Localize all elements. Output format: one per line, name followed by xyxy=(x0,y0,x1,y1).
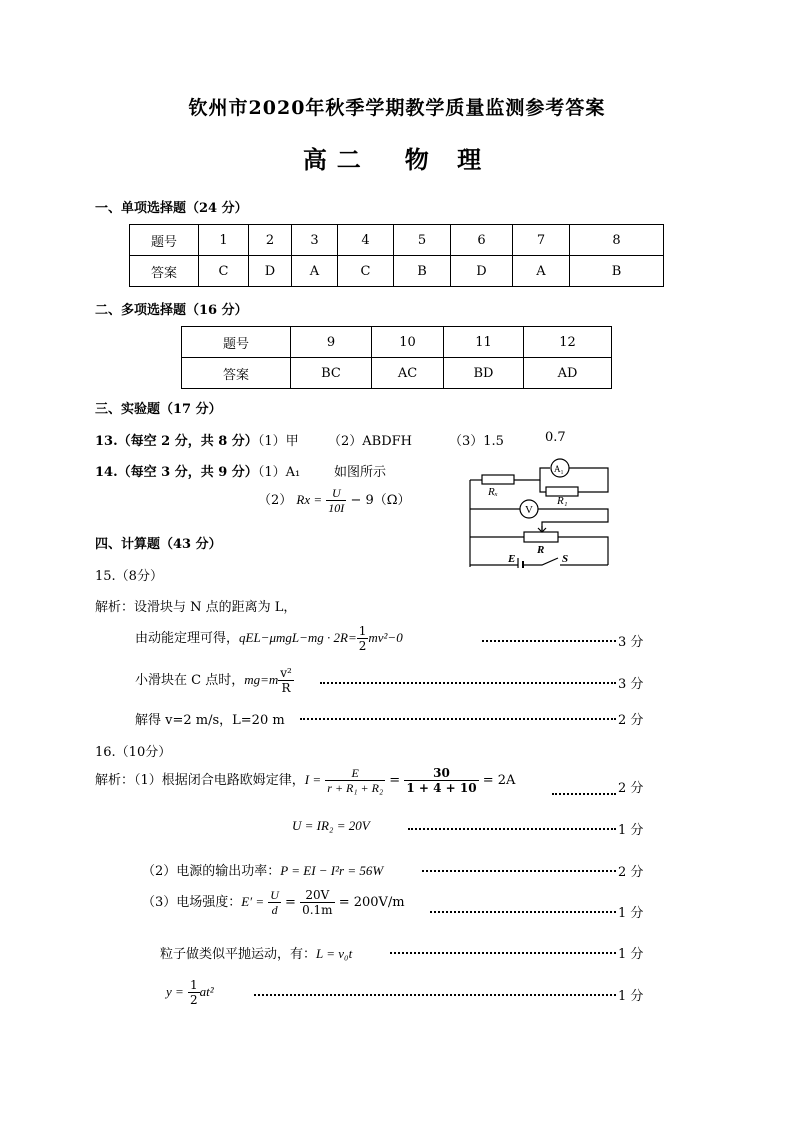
page-title: 钦州市2020年秋季学期教学质量监测参考答案 xyxy=(188,97,606,119)
q15-line-3: 解得 v=2 m/s，L=20 m xyxy=(135,713,285,728)
table-cell: C xyxy=(199,256,249,287)
q15-label: 15.（8分） xyxy=(95,569,163,584)
fraction-denominator: R xyxy=(281,681,291,695)
q16-analysis: 解析：（1）根据闭合电路欧姆定律， xyxy=(95,773,305,788)
score: 1 分 xyxy=(618,947,644,962)
wire xyxy=(569,468,608,480)
q16-label: 16.（10分） xyxy=(95,745,172,760)
q14-part2-label: （2） xyxy=(258,493,293,508)
q16-l5-eq: L = v₀t xyxy=(316,946,353,961)
q16-l1-tail: = 2A xyxy=(482,773,516,788)
score: 1 分 xyxy=(618,906,644,921)
q15-l1-text: 由动能定理可得， xyxy=(135,631,240,646)
table-row xyxy=(182,358,612,389)
table-cell: 1 xyxy=(199,225,249,256)
fraction-denominator: 2 xyxy=(358,639,367,653)
table-cell: 8 xyxy=(570,225,664,256)
table-cell: 6 xyxy=(451,225,513,256)
q13-answer-3: （3）1.5 xyxy=(449,434,504,449)
table-cell: D xyxy=(249,256,292,287)
section-2-heading: 二、多项选择题（16 分） xyxy=(95,303,248,318)
fraction xyxy=(357,624,369,653)
q14-tail: − 9（Ω） xyxy=(350,493,411,508)
switch xyxy=(523,558,558,565)
table-cell: BD xyxy=(444,358,524,389)
table-cell: B xyxy=(394,256,451,287)
table-cell: 3 xyxy=(292,225,338,256)
q16-line-5 xyxy=(160,943,352,962)
single-choice-table xyxy=(129,224,664,287)
rx-label: Rₓ xyxy=(488,486,498,498)
row-label: 题号 xyxy=(182,327,291,358)
table-cell: B xyxy=(570,256,664,287)
score: 1 分 xyxy=(618,989,644,1004)
table-cell: 9 xyxy=(291,327,372,358)
q16-l4-tail: = 200V/m xyxy=(338,895,405,910)
v-label: V xyxy=(525,504,533,516)
fraction xyxy=(404,766,478,795)
table-cell: 11 xyxy=(444,327,524,358)
wire xyxy=(540,480,546,492)
fraction-numerator: E xyxy=(325,766,385,781)
rx-resistor xyxy=(482,475,514,484)
q13-answer-4: 0.7 xyxy=(545,430,566,445)
table-cell: 7 xyxy=(513,225,570,256)
table-row xyxy=(182,327,612,358)
q16-l4-text: （3）电场强度： xyxy=(142,895,242,910)
dot-leader xyxy=(552,793,616,795)
q13-answer-2: （2）ABDFH xyxy=(328,434,412,449)
e-label: E xyxy=(508,553,516,565)
table-cell: 2 xyxy=(249,225,292,256)
table-cell: 5 xyxy=(394,225,451,256)
q15-analysis: 解析：设滑块与 N 点的距离为 L， xyxy=(95,600,297,615)
page-subtitle: 高二 物 理 xyxy=(302,145,492,174)
q13-prefix: 13.（每空 2 分，共 8 分） xyxy=(95,434,258,449)
dot-leader xyxy=(422,870,616,872)
q13-line xyxy=(95,430,299,449)
q16-l5-text: 粒子做类似平抛运动，有： xyxy=(160,947,317,962)
table-cell: 12 xyxy=(524,327,612,358)
fraction-numerator: 20V xyxy=(300,888,334,903)
q16-l1-eq: I = xyxy=(304,772,322,787)
q16-l3-eq: P = EI − I²r = 56W xyxy=(280,863,384,878)
circuit-diagram xyxy=(462,452,622,568)
table-cell: C xyxy=(338,256,394,287)
table-cell: 4 xyxy=(338,225,394,256)
score: 2 分 xyxy=(618,781,644,796)
fraction-denominator: 1 + 4 + 10 xyxy=(406,781,477,795)
section-3-heading: 三、实验题（17 分） xyxy=(95,402,222,417)
q16-l4-eq: E′ = xyxy=(241,894,265,909)
dot-leader xyxy=(300,718,616,720)
q15-line-2 xyxy=(135,666,294,695)
fraction-numerator: U xyxy=(270,888,279,902)
score: 2 分 xyxy=(618,865,644,880)
q15-line-1 xyxy=(135,624,403,653)
row-label: 答案 xyxy=(182,358,291,389)
dot-leader xyxy=(320,682,616,684)
table-cell: D xyxy=(451,256,513,287)
table-cell: AC xyxy=(372,358,444,389)
fraction-denominator: r + R₁ + R₂ xyxy=(327,781,384,795)
fraction xyxy=(278,666,294,695)
q13-answer-1: （1）甲 xyxy=(257,434,299,449)
dot-leader xyxy=(408,828,616,830)
table-cell: 10 xyxy=(372,327,444,358)
fraction xyxy=(325,766,385,795)
fraction-denominator: 2 xyxy=(189,993,198,1007)
multi-choice-table xyxy=(181,326,612,389)
section-4-heading: 四、计算题（43 分） xyxy=(95,537,222,552)
q16-l6-tail: at² xyxy=(199,984,214,999)
score: 1 分 xyxy=(618,823,644,838)
score: 3 分 xyxy=(618,635,644,650)
fraction xyxy=(188,978,200,1007)
table-cell: A xyxy=(292,256,338,287)
q14-formula xyxy=(258,486,411,515)
equals: = xyxy=(285,895,296,910)
q14-answer-1b: 如图所示 xyxy=(334,465,387,480)
table-cell: AD xyxy=(524,358,612,389)
score: 2 分 xyxy=(618,713,644,728)
wire xyxy=(538,509,608,530)
fraction-numerator: U xyxy=(326,486,346,501)
fraction xyxy=(268,888,281,917)
dot-leader xyxy=(390,952,616,954)
wire xyxy=(514,468,550,480)
q14-prefix: 14.（每空 3 分，共 9 分） xyxy=(95,465,258,480)
q15-l1-eq: qEL−μmgL−mg · 2R= xyxy=(239,630,357,645)
q14-answer-1: （1）A₁ xyxy=(257,465,301,480)
table-row xyxy=(130,256,664,287)
q16-line-3 xyxy=(142,860,383,879)
q16-l3-text: （2）电源的输出功率： xyxy=(142,864,281,879)
fraction-numerator: v² xyxy=(280,666,292,680)
q16-line-6 xyxy=(166,978,214,1007)
q14-line xyxy=(95,461,300,480)
fraction-numerator: 30 xyxy=(404,766,478,781)
r-label: R xyxy=(537,544,545,556)
wire xyxy=(578,480,608,492)
r1-label: R₁ xyxy=(557,495,568,507)
q14-rx: Rx = xyxy=(296,492,323,507)
q15-l1-tail: mv²−0 xyxy=(368,630,403,645)
row-label: 答案 xyxy=(130,256,199,287)
q16-line-1 xyxy=(95,766,515,795)
table-cell: A xyxy=(513,256,570,287)
row-label: 题号 xyxy=(130,225,199,256)
fraction-denominator: 10I xyxy=(328,501,345,515)
section-1-heading: 一、单项选择题（24 分） xyxy=(95,201,248,216)
dot-leader xyxy=(482,640,616,642)
dot-leader xyxy=(254,994,616,996)
q15-l2-eq: mg=m xyxy=(244,672,279,687)
q14-fraction xyxy=(326,486,346,515)
q16-l6-eq: y = xyxy=(166,984,184,999)
fraction xyxy=(300,888,334,917)
score: 3 分 xyxy=(618,677,644,692)
fraction-numerator: 1 xyxy=(358,624,367,638)
fraction-numerator: 1 xyxy=(189,978,198,992)
s-label: S xyxy=(562,553,569,565)
table-cell: BC xyxy=(291,358,372,389)
dot-leader xyxy=(430,911,616,913)
q15-l2-text: 小滑块在 C 点时， xyxy=(135,673,245,688)
q16-line-4 xyxy=(142,888,405,917)
equals: = xyxy=(389,773,401,788)
rheostat xyxy=(524,532,558,542)
a1-label: A₁ xyxy=(554,464,564,474)
q16-line-2: U = IR₂ = 20V xyxy=(292,818,370,833)
fraction-denominator: 0.1m xyxy=(302,903,333,917)
fraction-denominator: d xyxy=(271,903,278,917)
table-row xyxy=(130,225,664,256)
